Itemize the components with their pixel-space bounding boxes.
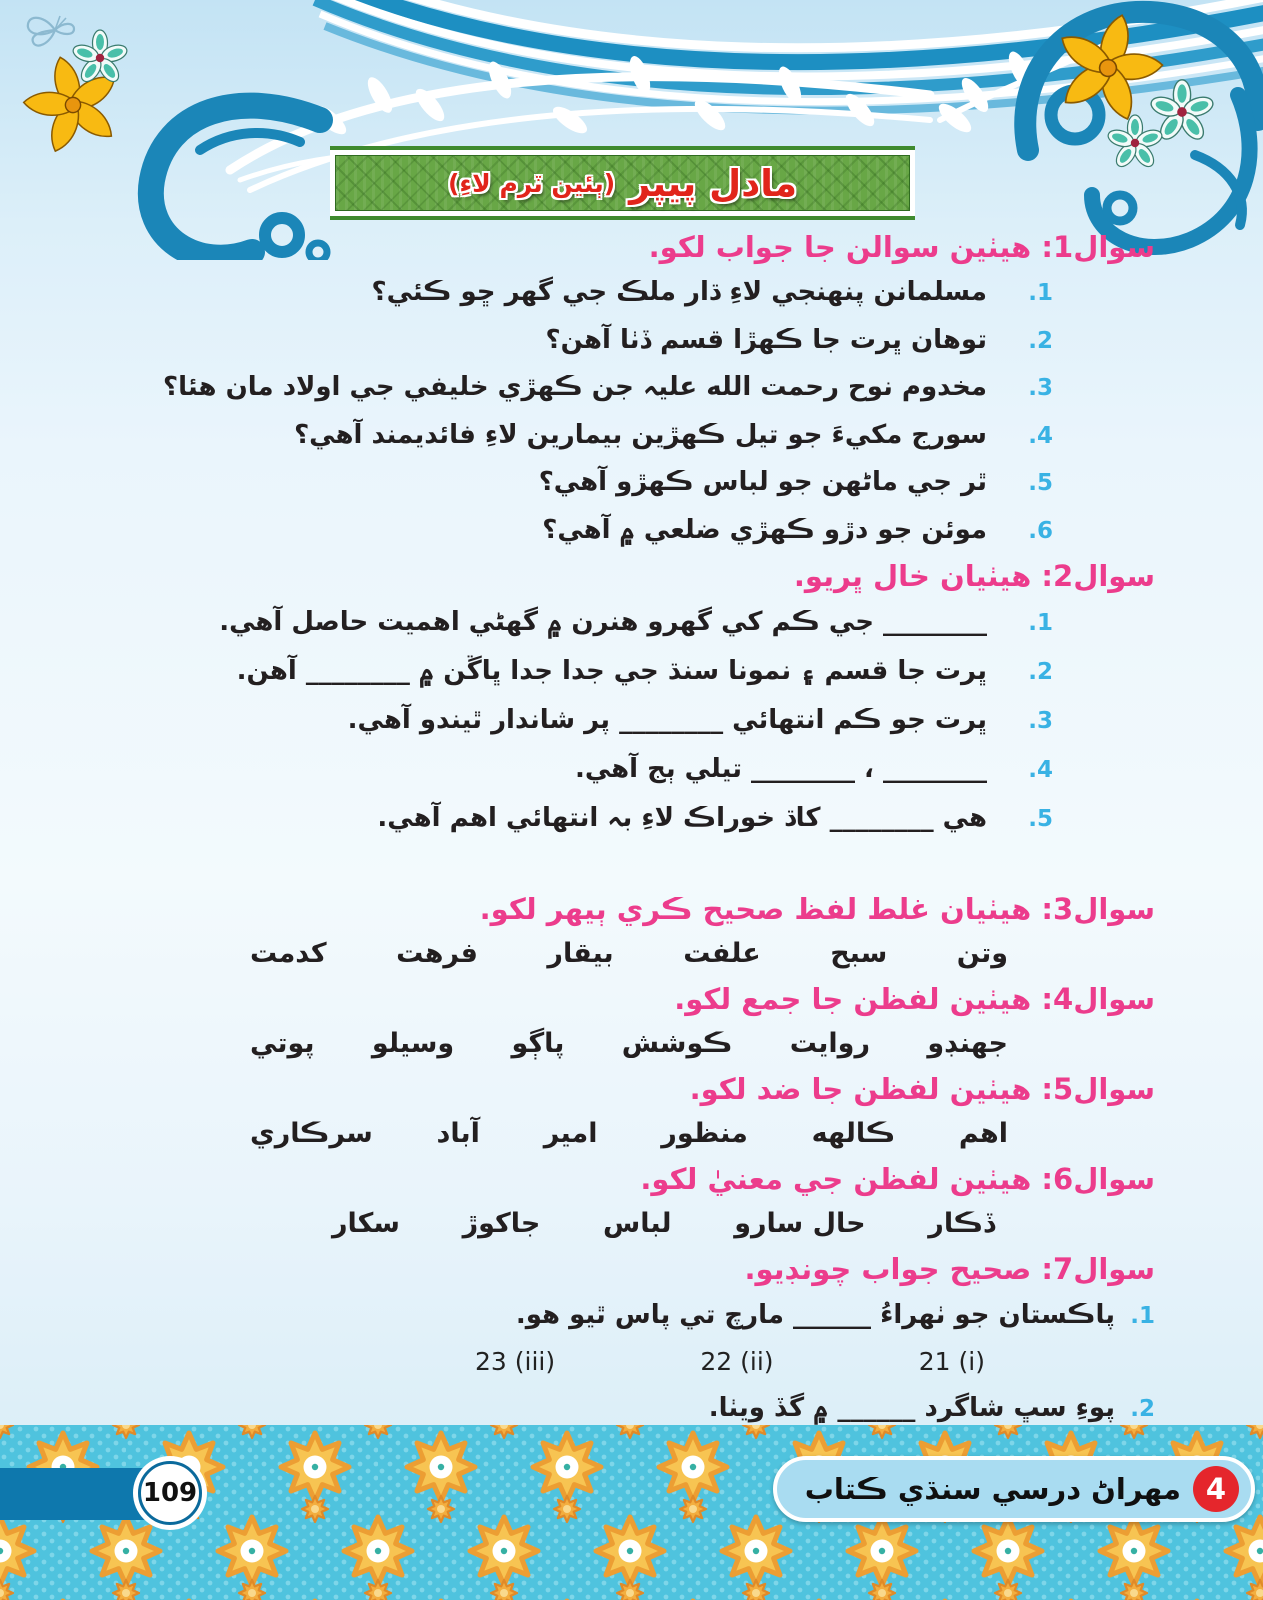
option: 21 (i) <box>918 1347 985 1376</box>
question-2-items <box>90 598 1155 843</box>
item-text: سورج مکيءَ جو تيل ڪهڙين بيمارين لاءِ فائديمند آهي؟ <box>294 419 987 450</box>
question-5-words <box>90 1111 1155 1157</box>
word: پوتي <box>250 1028 315 1059</box>
title-banner-inner <box>335 155 910 211</box>
word: سبح <box>830 938 888 969</box>
question-item <box>90 507 1155 555</box>
item-text: ٿر جي ماڻهن جو لباس ڪهڙو آهي؟ <box>538 467 987 497</box>
word: روايت <box>789 1028 870 1059</box>
word: سرڪاري <box>250 1118 373 1149</box>
book-title: مهراڻ درسي سنڌي ڪتاب <box>804 1472 1181 1506</box>
question-item <box>90 647 1155 696</box>
item-text: موئن جو دڙو ڪهڙي ضلعي ۾ آهي؟ <box>542 514 987 545</box>
item-number: 1. <box>1028 610 1053 636</box>
word: کدمت <box>250 938 327 969</box>
word: اهم <box>958 1118 1008 1149</box>
word: حال سارو <box>734 1208 866 1239</box>
banner-title: مادل پيپر <box>629 161 798 205</box>
item-text: ________ جي ڪم کي گهرو هنرن ۾ گهڻي اهميت حاصل آهي. <box>219 607 987 637</box>
item-text: مسلمانن پنهنجي لاءِ ڌار ملڪ جي گهر ڇو ڪئي؟ <box>371 277 987 307</box>
question-item <box>90 696 1155 745</box>
question-3-words <box>90 931 1155 977</box>
question-5-heading: سوال5: هيٺين لفظن جا ضد لکو. <box>689 1072 1155 1106</box>
question-item <box>90 269 1155 317</box>
item-number: 1. <box>1130 1303 1155 1329</box>
item-number: 6. <box>1028 517 1053 544</box>
word: امير <box>543 1118 598 1149</box>
item-number: 5. <box>1028 470 1053 496</box>
paper-content <box>90 225 1155 1433</box>
book-title-pill <box>773 1456 1255 1522</box>
item-number: 3. <box>1028 375 1053 401</box>
word: ڪالهه <box>811 1118 896 1149</box>
item-text: پوءِ سڀ شاگرد ______ ۾ گڏ ويٺا. <box>708 1393 1115 1423</box>
item-text: مخدوم نوح رحمت الله عليہ جن ڪهڙي خليفي جي اولاد مان هئا؟ <box>163 372 987 402</box>
word: ڪوشش <box>621 1028 733 1059</box>
word: پاڳو <box>511 1028 565 1059</box>
word: لباس <box>603 1208 672 1239</box>
word: وسيلو <box>371 1028 455 1059</box>
word: منظور <box>661 1118 748 1149</box>
question-2-heading: سوال2: هيٺيان خال ڀريو. <box>793 559 1155 593</box>
item-text: ڀرت جا قسم ۽ نمونا سنڌ جي جدا جدا ڀاڱن ۾ ________ آهن. <box>236 656 987 686</box>
word: آباد <box>436 1118 480 1149</box>
word: جاکوڙ <box>462 1208 541 1239</box>
option: 22 (ii) <box>700 1347 774 1376</box>
item-text: توهان ڀرت جا ڪهڙا قسم ڏٺا آهن؟ <box>545 324 987 355</box>
word: جهنڊو <box>927 1028 1008 1059</box>
butterfly-icon <box>28 16 74 46</box>
question-item <box>90 598 1155 647</box>
top-floral-decoration <box>0 0 1263 260</box>
option: 23 (iii) <box>475 1347 556 1376</box>
teal-flower-right-2 <box>1106 115 1164 170</box>
question-4-words <box>90 1021 1155 1067</box>
item-number: 2. <box>1028 659 1053 685</box>
banner-subtitle: (ٻئين ٽرم لاءِ) <box>447 168 616 198</box>
item-text: ڀرت جو ڪم انتهائي ________ پر شاندار ٿيندو آهي. <box>347 705 987 735</box>
book-number-badge: 4 <box>1193 1466 1239 1512</box>
word: سکار <box>332 1208 400 1239</box>
page-number-badge <box>0 1468 196 1520</box>
word: علفت <box>683 938 761 969</box>
question-item <box>90 459 1155 507</box>
question-item <box>90 317 1155 365</box>
page-number: 109 <box>138 1461 202 1525</box>
item-number: 2. <box>1130 1396 1155 1422</box>
item-number: 3. <box>1028 708 1053 734</box>
item-number: 4. <box>1028 422 1053 449</box>
item-number: 5. <box>1028 806 1053 832</box>
title-banner <box>330 146 915 220</box>
question-6-words <box>90 1201 1155 1247</box>
question-item <box>90 412 1155 460</box>
item-number: 2. <box>1028 327 1053 354</box>
item-number: 1. <box>1028 280 1053 306</box>
question-3-heading: سوال3: هيٺيان غلط لفظ صحيح ڪري ٻيهر لکو. <box>479 892 1155 926</box>
item-number: 4. <box>1028 757 1053 783</box>
question-item <box>90 364 1155 412</box>
question-6-heading: سوال6: هيٺين لفظن جي معنيٰ لکو. <box>640 1162 1155 1196</box>
word: فرهت <box>396 938 478 969</box>
word: بيقار <box>547 938 614 969</box>
word: ڏڪار <box>928 1208 995 1239</box>
question-item <box>90 1291 1155 1340</box>
question-item <box>90 794 1155 843</box>
question-item <box>90 745 1155 794</box>
yellow-flower-left <box>11 44 133 163</box>
word: وتن <box>956 938 1008 969</box>
question-1-items <box>90 269 1155 554</box>
item-text: هي ________ کاڌ خوراڪ لاءِ بہ انتهائي اهم آهي. <box>377 803 987 833</box>
question-4-heading: سوال4: هيٺين لفظن جا جمع لکو. <box>674 982 1155 1016</box>
question-7-options <box>90 1340 1155 1384</box>
item-text: ________ ، ________ تيلي ٻج آهي. <box>574 754 987 784</box>
item-text: پاڪستان جو ٺهراءُ ______ مارچ تي پاس ٿيو هو. <box>515 1300 1115 1330</box>
question-7-heading: سوال7: صحيح جواب چونڊيو. <box>744 1252 1155 1286</box>
question-1-heading: سوال1: هيٺين سوالن جا جواب لکو. <box>648 230 1155 264</box>
